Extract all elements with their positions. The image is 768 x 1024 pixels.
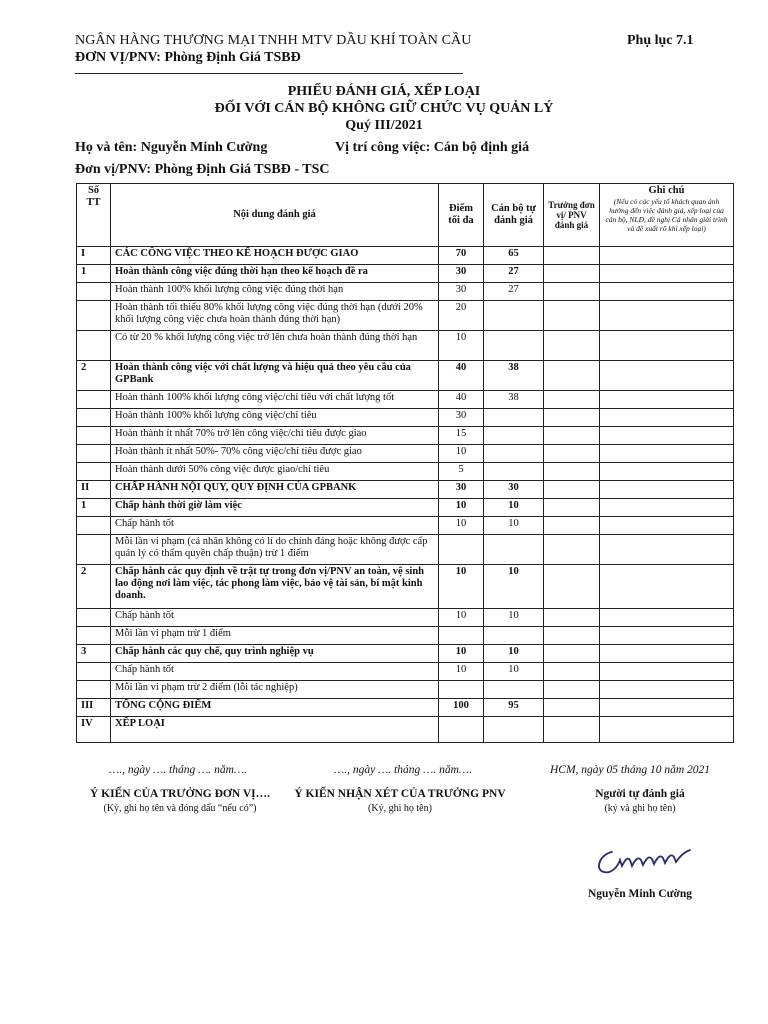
row-max-score: 10 [439, 645, 484, 663]
row-stt: 1 [77, 499, 111, 517]
row-max-score [439, 627, 484, 645]
row-content: Chấp hành tốt [111, 663, 439, 681]
row-stt [77, 283, 111, 301]
row-head-score [544, 645, 600, 663]
table-row [77, 445, 734, 463]
row-head-score [544, 535, 600, 565]
row-self-score: 10 [484, 565, 544, 609]
row-content: Hoàn thành 100% khối lượng công việc đúng thời hạn [111, 283, 439, 301]
row-head-score [544, 517, 600, 535]
row-content: CÁC CÔNG VIỆC THEO KẾ HOẠCH ĐƯỢC GIAO [111, 247, 439, 265]
row-stt [77, 681, 111, 699]
bank-name: NGÂN HÀNG THƯƠNG MẠI TNHH MTV DẦU KHÍ TOÀN CẦU [75, 33, 472, 48]
row-head-score [544, 301, 600, 331]
header-max-score: Điểm tối đa [439, 184, 484, 247]
header-note-title: Ghi chú [648, 185, 685, 196]
date-line-pnv-head: …., ngày …. tháng …. năm…. [333, 764, 472, 776]
row-note [600, 247, 734, 265]
row-note [600, 535, 734, 565]
employee-name: Họ và tên: Nguyễn Minh Cường [75, 140, 268, 155]
row-max-score: 10 [439, 565, 484, 609]
table-row [77, 409, 734, 427]
form-period: Quý III/2021 [345, 118, 423, 133]
row-content: Chấp hành các quy định về trật tự trong đơn vị/PNV an toàn, vệ sinh lao động nơi làm việc, tác phong làm việc, bảo vệ tài sản, bí mật kinh doanh. [111, 565, 439, 609]
row-self-score [484, 427, 544, 445]
row-note [600, 427, 734, 445]
row-head-score [544, 247, 600, 265]
signer-name: Nguyễn Minh Cường [587, 888, 692, 900]
row-note [600, 409, 734, 427]
unit-head-opinion-title: Ý KIẾN CỦA TRƯỞNG ĐƠN VỊ…. [90, 788, 270, 800]
row-head-score [544, 409, 600, 427]
row-stt: I [77, 247, 111, 265]
row-max-score: 70 [439, 247, 484, 265]
row-self-score [484, 409, 544, 427]
annex-label: Phụ lục 7.1 [627, 33, 694, 48]
row-stt: III [77, 699, 111, 717]
row-content: Chấp hành tốt [111, 609, 439, 627]
row-stt [77, 331, 111, 361]
row-note [600, 609, 734, 627]
row-content: Hoàn thành công việc với chất lượng và hiệu quả theo yêu cầu của GPBank [111, 361, 439, 391]
row-stt: II [77, 481, 111, 499]
row-content: Chấp hành các quy chế, quy trình nghiệp vụ [111, 645, 439, 663]
row-stt: 3 [77, 645, 111, 663]
row-head-score [544, 681, 600, 699]
row-stt [77, 391, 111, 409]
table-row [77, 609, 734, 627]
row-content: Mỗi lần vi phạm (cá nhân không có lí do chính đáng hoặc không được cấp quản lý có thẩm quyền chấp thuận) trừ 1 điểm [111, 535, 439, 565]
row-content: Chấp hành tốt [111, 517, 439, 535]
row-max-score [439, 681, 484, 699]
row-note [600, 645, 734, 663]
row-self-score: 65 [484, 247, 544, 265]
table-row [77, 681, 734, 699]
row-content: TỔNG CỘNG ĐIỂM [111, 699, 439, 717]
header-head-score: Trưởng đơn vị/ PNV đánh giá [544, 184, 600, 247]
row-self-score: 10 [484, 609, 544, 627]
table-row [77, 717, 734, 743]
row-head-score [544, 499, 600, 517]
row-stt [77, 609, 111, 627]
row-stt [77, 301, 111, 331]
table-row [77, 627, 734, 645]
row-head-score [544, 361, 600, 391]
row-max-score: 40 [439, 361, 484, 391]
row-head-score [544, 463, 600, 481]
row-stt [77, 663, 111, 681]
row-note [600, 699, 734, 717]
row-head-score [544, 663, 600, 681]
form-title: PHIẾU ĐÁNH GIÁ, XẾP LOẠI [287, 84, 481, 99]
header-content: Nội dung đánh giá [111, 184, 439, 247]
row-max-score: 20 [439, 301, 484, 331]
table-row [77, 283, 734, 301]
row-self-score: 10 [484, 517, 544, 535]
row-content: XẾP LOẠI [111, 717, 439, 743]
row-head-score [544, 391, 600, 409]
row-head-score [544, 427, 600, 445]
row-stt [77, 463, 111, 481]
table-row [77, 391, 734, 409]
row-self-score: 27 [484, 283, 544, 301]
table-row [77, 517, 734, 535]
table-row [77, 247, 734, 265]
row-max-score: 30 [439, 265, 484, 283]
row-note [600, 445, 734, 463]
row-note [600, 331, 734, 361]
handwritten-signature [590, 832, 710, 880]
row-note [600, 463, 734, 481]
row-content: Hoàn thành ít nhất 50%- 70% công việc/chỉ tiêu được giao [111, 445, 439, 463]
row-stt: 1 [77, 265, 111, 283]
table-row [77, 699, 734, 717]
row-self-score [484, 627, 544, 645]
row-content: Có từ 20 % khối lượng công việc trở lên chưa hoàn thành đúng thời hạn [111, 331, 439, 361]
row-head-score [544, 265, 600, 283]
row-stt: 2 [77, 361, 111, 391]
table-row [77, 301, 734, 331]
row-content: CHẤP HÀNH NỘI QUY, QUY ĐỊNH CỦA GPBANK [111, 481, 439, 499]
row-self-score [484, 681, 544, 699]
row-max-score: 10 [439, 609, 484, 627]
row-note [600, 361, 734, 391]
row-max-score: 10 [439, 499, 484, 517]
row-self-score [484, 717, 544, 743]
row-max-score: 15 [439, 427, 484, 445]
row-stt [77, 517, 111, 535]
row-self-score: 38 [484, 391, 544, 409]
row-max-score: 100 [439, 699, 484, 717]
row-self-score: 10 [484, 663, 544, 681]
row-note [600, 663, 734, 681]
row-max-score: 30 [439, 283, 484, 301]
row-note [600, 627, 734, 645]
row-head-score [544, 699, 600, 717]
table-header-row [77, 184, 734, 247]
table-row [77, 499, 734, 517]
evaluation-table [76, 183, 734, 743]
row-self-score [484, 301, 544, 331]
row-self-score: 30 [484, 481, 544, 499]
header-self-score: Cán bộ tự đánh giá [484, 184, 544, 247]
row-stt [77, 409, 111, 427]
row-note [600, 681, 734, 699]
row-self-score [484, 535, 544, 565]
table-row [77, 331, 734, 361]
row-stt [77, 535, 111, 565]
row-content: Hoàn thành dưới 50% công việc được giao/chỉ tiêu [111, 463, 439, 481]
table-row [77, 565, 734, 609]
row-stt [77, 445, 111, 463]
row-self-score [484, 331, 544, 361]
row-content: Hoàn thành 100% khối lượng công việc/chỉ tiêu với chất lượng tốt [111, 391, 439, 409]
date-line-self: HCM, ngày 05 tháng 10 năm 2021 [549, 764, 711, 776]
row-max-score: 10 [439, 517, 484, 535]
unit-name: ĐƠN VỊ/PNV: Phòng Định Giá TSBĐ [75, 50, 301, 65]
row-max-score: 30 [439, 481, 484, 499]
row-self-score [484, 463, 544, 481]
row-max-score: 40 [439, 391, 484, 409]
row-note [600, 565, 734, 609]
row-head-score [544, 481, 600, 499]
form-subtitle: ĐỐI VỚI CÁN BỘ KHÔNG GIỮ CHỨC VỤ QUẢN LÝ [214, 101, 554, 116]
row-content: Chấp hành thời giờ làm việc [111, 499, 439, 517]
row-content: Mỗi lần vi phạm trừ 1 điểm [111, 627, 439, 645]
table-row [77, 663, 734, 681]
row-max-score: 10 [439, 331, 484, 361]
header-divider [75, 73, 463, 74]
date-line-unit-head: …., ngày …. tháng …. năm…. [108, 764, 247, 776]
job-position: Vị trí công việc: Cán bộ định giá [335, 140, 530, 155]
row-content: Hoàn thành ít nhất 70% trở lên công việc/chỉ tiêu được giao [111, 427, 439, 445]
row-self-score: 27 [484, 265, 544, 283]
row-self-score: 95 [484, 699, 544, 717]
row-head-score [544, 627, 600, 645]
row-note [600, 717, 734, 743]
row-stt [77, 627, 111, 645]
self-evaluator-instruction: (ký và ghi họ tên) [604, 803, 676, 814]
header-note [600, 184, 734, 247]
pnv-head-instruction: (Ký, ghi họ tên) [368, 803, 432, 814]
table-row [77, 645, 734, 663]
row-content: Hoàn thành công việc đúng thời hạn theo kế hoạch đề ra [111, 265, 439, 283]
row-self-score: 38 [484, 361, 544, 391]
row-note [600, 499, 734, 517]
row-head-score [544, 283, 600, 301]
row-max-score [439, 717, 484, 743]
table-row [77, 265, 734, 283]
row-note [600, 481, 734, 499]
row-stt: IV [77, 717, 111, 743]
row-max-score: 30 [439, 409, 484, 427]
row-note [600, 265, 734, 283]
header-note-detail: (Nếu có các yếu tố khách quan ảnh hưởng đến việc đánh giá, xếp loại của cán bộ, NLĐ, đề nghị Cá nhân giải trình và đề xuất rõ khi xếp loại) [605, 197, 728, 233]
pnv-head-opinion-title: Ý KIẾN NHẬN XÉT CỦA TRƯỞNG PNV [294, 788, 506, 800]
table-row [77, 481, 734, 499]
row-max-score: 10 [439, 663, 484, 681]
table-row [77, 427, 734, 445]
row-note [600, 301, 734, 331]
header-stt: Số TT [77, 184, 111, 247]
row-content: Mỗi lần vi phạm trừ 2 điểm (lỗi tác nghiệp) [111, 681, 439, 699]
row-max-score [439, 535, 484, 565]
row-content: Hoàn thành 100% khối lượng công việc/chỉ tiêu [111, 409, 439, 427]
row-self-score [484, 445, 544, 463]
row-stt: 2 [77, 565, 111, 609]
row-self-score: 10 [484, 645, 544, 663]
row-self-score: 10 [484, 499, 544, 517]
row-head-score [544, 445, 600, 463]
row-head-score [544, 717, 600, 743]
row-note [600, 283, 734, 301]
table-row [77, 463, 734, 481]
table-row [77, 535, 734, 565]
unit-head-instruction: (Ký, ghi họ tên và đóng dấu “nếu có”) [103, 803, 257, 814]
row-content: Hoàn thành tối thiểu 80% khối lượng công việc đúng thời hạn (dưới 20% khối lượng công việc chưa hoàn thành đúng thời hạn) [111, 301, 439, 331]
self-evaluator-title: Người tự đánh giá [595, 788, 685, 800]
employee-unit: Đơn vị/PNV: Phòng Định Giá TSBĐ - TSC [75, 162, 330, 177]
row-max-score: 5 [439, 463, 484, 481]
row-head-score [544, 331, 600, 361]
row-head-score [544, 565, 600, 609]
row-max-score: 10 [439, 445, 484, 463]
table-row [77, 361, 734, 391]
table-body [77, 247, 734, 743]
row-note [600, 391, 734, 409]
row-head-score [544, 609, 600, 627]
row-stt [77, 427, 111, 445]
row-note [600, 517, 734, 535]
